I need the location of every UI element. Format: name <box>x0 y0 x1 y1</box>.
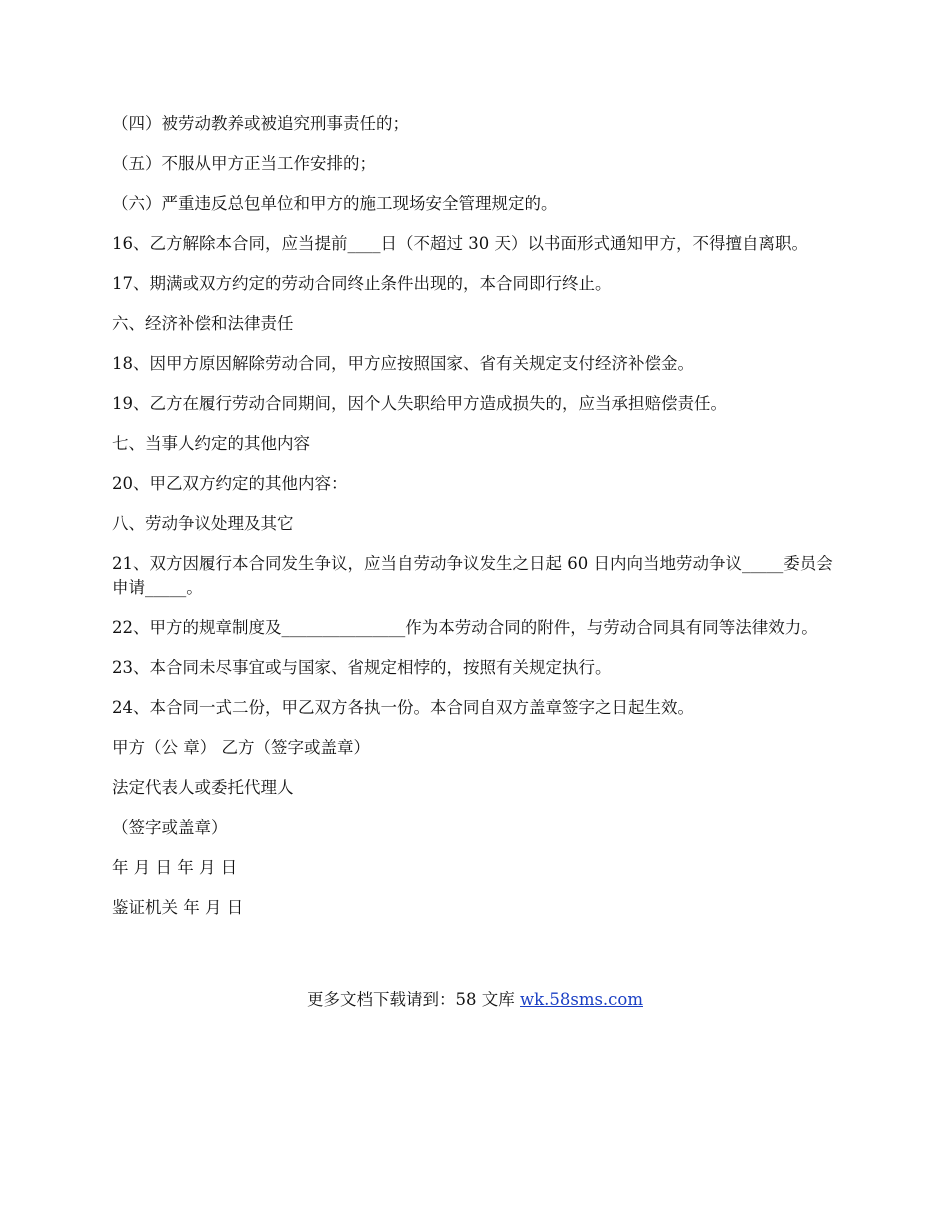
footer-link[interactable]: wk.58sms.com <box>519 990 643 1009</box>
footer-text: 更多文档下载请到：58 文库 <box>306 990 520 1009</box>
signature-parties: 甲方（公 章） 乙方（签字或盖章） <box>112 738 370 757</box>
clause-19: 19、乙方在履行劳动合同期间，因个人失职给甲方造成损失的，应当承担赔偿责任。 <box>112 394 727 413</box>
clause-17: 17、期满或双方约定的劳动合同终止条件出现的，本合同即行终止。 <box>112 274 612 293</box>
certification-authority: 鉴证机关 年 月 日 <box>112 898 244 917</box>
clause-22: 22、甲方的规章制度及_______________作为本劳动合同的附件，与劳动合同具有同等法律效力。 <box>112 618 818 637</box>
clause-20: 20、甲乙双方约定的其他内容： <box>112 474 348 493</box>
signature-representative: 法定代表人或委托代理人 <box>112 778 294 797</box>
document-body <box>112 112 840 936</box>
section-heading-6: 六、经济补偿和法律责任 <box>112 314 294 333</box>
paragraph-item-6: （六）严重违反总包单位和甲方的施工现场安全管理规定的。 <box>112 194 558 213</box>
clause-23: 23、本合同未尽事宜或与国家、省规定相悖的，按照有关规定执行。 <box>112 658 612 677</box>
signature-dates: 年 月 日 年 月 日 <box>112 858 238 877</box>
clause-21: 21、双方因履行本合同发生争议，应当自劳动争议发生之日起 60 日内向当地劳动争议_____委员会申请_____。 <box>112 554 833 597</box>
paragraph-item-5: （五）不服从甲方正当工作安排的； <box>112 154 376 173</box>
signature-note: （签字或盖章） <box>112 818 228 837</box>
clause-16: 16、乙方解除本合同，应当提前____日（不超过 30 天）以书面形式通知甲方，不得擅自离职。 <box>112 234 808 253</box>
section-heading-8: 八、劳动争议处理及其它 <box>112 514 294 533</box>
paragraph-item-4: （四）被劳动教养或被追究刑事责任的； <box>112 114 409 133</box>
download-footer <box>0 988 950 1012</box>
clause-24: 24、本合同一式二份，甲乙双方各执一份。本合同自双方盖章签字之日起生效。 <box>112 698 694 717</box>
clause-18: 18、因甲方原因解除劳动合同，甲方应按照国家、省有关规定支付经济补偿金。 <box>112 354 694 373</box>
section-heading-7: 七、当事人约定的其他内容 <box>112 434 310 453</box>
